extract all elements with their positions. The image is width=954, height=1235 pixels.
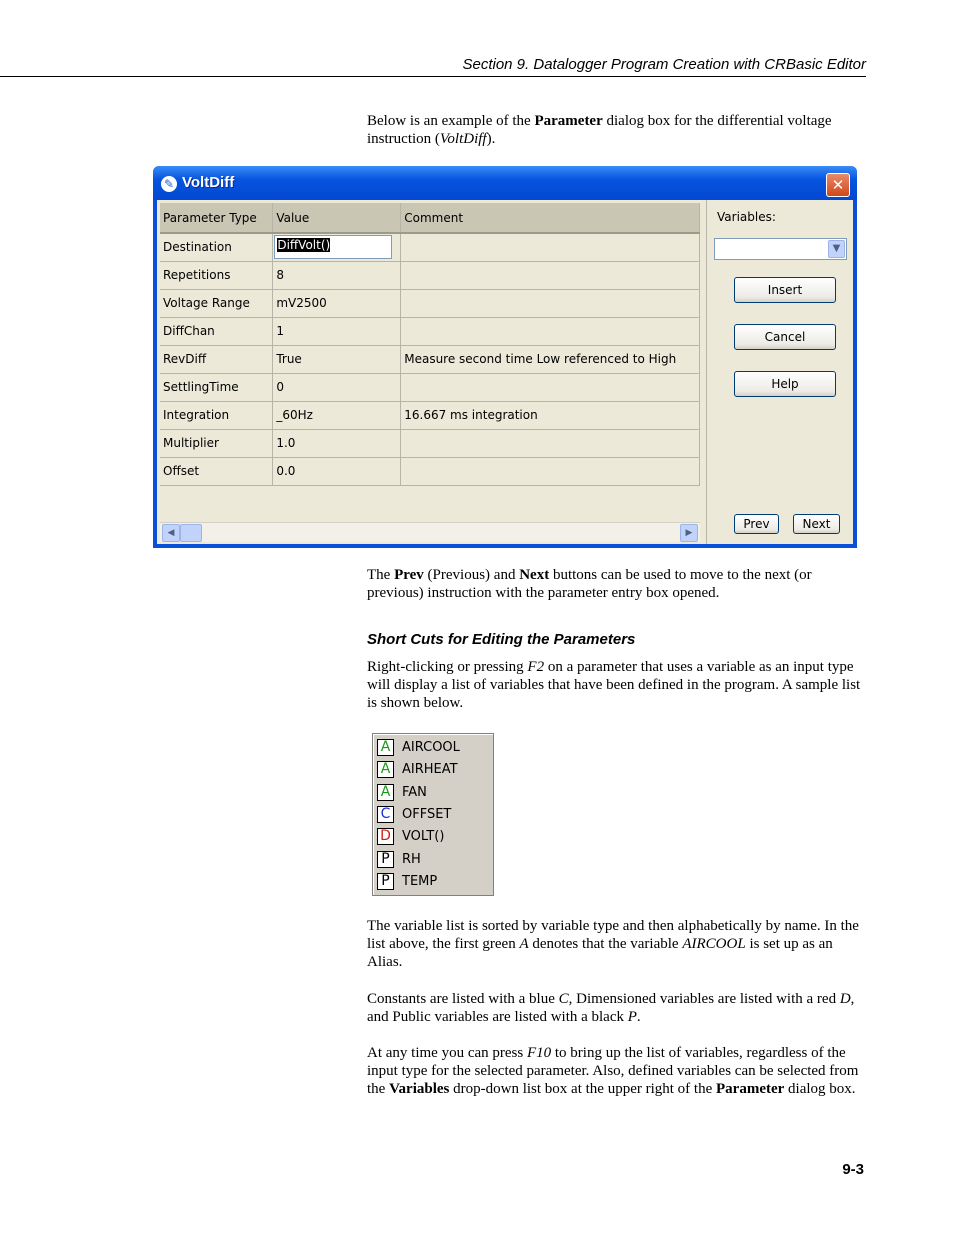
page-number: 9-3 [842, 1161, 864, 1178]
dialog-title: VoltDiff [182, 174, 235, 191]
comment-cell [401, 373, 700, 401]
value-cell[interactable]: 0 [273, 373, 401, 401]
selected-value-text: DiffVolt() [277, 238, 331, 253]
table-row[interactable] [160, 429, 700, 457]
f10-paragraph [367, 1044, 862, 1098]
text: dialog box. [784, 1081, 856, 1097]
list-item[interactable] [377, 783, 487, 803]
value-cell[interactable]: 8 [273, 261, 401, 289]
key-name: F2 [527, 659, 545, 675]
comment-cell [401, 457, 700, 485]
variable-type-icon: P [377, 851, 394, 868]
text: Below is an example of the [367, 113, 535, 129]
dialog-titlebar [153, 166, 857, 200]
close-button[interactable]: ✕ [826, 173, 850, 197]
parameter-type-cell: Destination [160, 233, 273, 261]
table-row[interactable] [160, 261, 700, 289]
insert-button[interactable]: Insert [734, 277, 836, 303]
comment-cell [401, 261, 700, 289]
section-title: Section 9. Datalogger Program Creation with CRBasic Editor [462, 56, 866, 73]
page-header [0, 54, 866, 77]
table-row[interactable] [160, 457, 700, 485]
value-edit-field[interactable] [274, 235, 392, 259]
text: to bring up the list of variables, regardless of the input type for the selected parameter. Also, defined variables can be selected from the [367, 1045, 859, 1097]
table-row[interactable] [160, 401, 700, 429]
text: The [367, 567, 395, 583]
list-item[interactable] [377, 805, 487, 825]
scroll-left-icon[interactable]: ◀ [162, 524, 180, 542]
italic-term: C [558, 991, 569, 1007]
bold-term: Next [519, 567, 550, 583]
parameter-dialog [153, 166, 857, 548]
value-cell[interactable] [273, 233, 401, 261]
rightclick-paragraph [367, 658, 862, 712]
bold-term: Prev [394, 567, 424, 583]
comment-cell [401, 233, 700, 261]
value-cell[interactable]: mV2500 [273, 289, 401, 317]
variable-name: VOLT() [402, 829, 445, 845]
parameter-type-cell: Offset [160, 457, 273, 485]
italic-term: P [627, 1009, 637, 1025]
italic-term: D [839, 991, 851, 1007]
text: , Dimensioned variables are listed with a red [568, 991, 840, 1007]
value-cell[interactable]: _60Hz [273, 401, 401, 429]
comment-cell: 16.667 ms integration [401, 401, 700, 429]
parameter-type-cell: RevDiff [160, 345, 273, 373]
app-icon: ✎ [161, 176, 177, 192]
variable-list-popup [372, 733, 494, 896]
help-button[interactable]: Help [734, 371, 836, 397]
scroll-thumb[interactable] [180, 524, 202, 542]
column-header-parameter-type[interactable]: Parameter Type [160, 203, 273, 233]
scroll-right-icon[interactable]: ▶ [680, 524, 698, 542]
text: The variable list is sorted by variable type and then alphabetically by name. In the list above, the first green [367, 918, 859, 952]
sorted-paragraph [367, 917, 862, 971]
comment-cell [401, 429, 700, 457]
list-item[interactable] [377, 760, 487, 780]
column-header-value[interactable]: Value [273, 203, 401, 233]
list-item[interactable] [377, 738, 487, 758]
table-row[interactable] [160, 317, 700, 345]
variable-type-icon: C [377, 806, 394, 823]
bold-term: Parameter [716, 1081, 785, 1097]
dialog-side-panel [706, 200, 854, 544]
variable-name: FAN [402, 784, 427, 800]
bold-term: Parameter [534, 113, 603, 129]
parameter-type-cell: SettlingTime [160, 373, 273, 401]
text: buttons can be used to move to the next (or previous) instruction with the parameter entry box opened. [367, 567, 812, 601]
parameter-type-cell: Multiplier [160, 429, 273, 457]
list-item[interactable] [377, 827, 487, 847]
text: At any time you can press [367, 1045, 527, 1061]
list-item[interactable] [377, 872, 487, 892]
parameter-grid [160, 203, 700, 522]
column-header-comment[interactable]: Comment [401, 203, 700, 233]
comment-cell [401, 317, 700, 345]
table-row[interactable] [160, 345, 700, 373]
parameter-type-cell: Integration [160, 401, 273, 429]
chevron-down-icon[interactable]: ▼ [828, 240, 845, 258]
key-name: F10 [526, 1045, 552, 1061]
comment-cell [401, 289, 700, 317]
variable-type-icon: A [377, 784, 394, 801]
variable-name: RH [402, 851, 421, 867]
variable-name: OFFSET [402, 806, 452, 822]
value-cell[interactable]: 1.0 [273, 429, 401, 457]
text: Constants are listed with a blue [367, 991, 559, 1007]
text: . [636, 1009, 641, 1025]
text: is set up as an Alias. [367, 936, 833, 970]
next-button[interactable]: Next [793, 514, 840, 534]
prev-button[interactable]: Prev [734, 514, 779, 534]
constants-paragraph [367, 990, 862, 1026]
italic-term: VoltDiff [439, 131, 487, 147]
variable-name: TEMP [402, 873, 438, 889]
text: Right-clicking or pressing [367, 659, 528, 675]
shortcuts-heading: Short Cuts for Editing the Parameters [367, 631, 636, 648]
value-cell[interactable]: 0.0 [273, 457, 401, 485]
dialog-client [157, 200, 853, 544]
variables-label: Variables: [717, 210, 776, 224]
variable-name: AIRCOOL [402, 740, 460, 755]
parameter-type-cell: Repetitions [160, 261, 273, 289]
text: drop-down list box at the upper right of the [449, 1081, 716, 1097]
variable-type-icon: A [377, 739, 394, 756]
table-row[interactable] [160, 233, 700, 261]
parameter-type-cell: Voltage Range [160, 289, 273, 317]
variable-type-icon: P [377, 873, 394, 890]
table-row[interactable] [160, 289, 700, 317]
list-item[interactable] [377, 850, 487, 870]
italic-term: AIRCOOL [682, 936, 746, 952]
comment-cell: Measure second time Low referenced to High [401, 345, 700, 373]
text: dialog box for the differential voltage instruction ( [367, 113, 832, 147]
italic-term: A [519, 936, 529, 952]
value-cell[interactable]: 1 [273, 317, 401, 345]
parameter-type-cell: DiffChan [160, 317, 273, 345]
text: ). [486, 131, 496, 147]
horizontal-scrollbar[interactable] [160, 522, 700, 542]
cancel-button[interactable]: Cancel [734, 324, 836, 350]
prev-next-paragraph [367, 566, 862, 602]
variable-type-icon: A [377, 761, 394, 778]
table-row[interactable] [160, 373, 700, 401]
variable-type-icon: D [377, 828, 394, 845]
text: (Previous) and [423, 567, 520, 583]
grid-header-row [160, 203, 700, 233]
bold-term: Variables [389, 1081, 450, 1097]
text: on a parameter that uses a variable as an input type will display a list of variables that have been defined in the program. A sample list is shown below. [367, 659, 861, 711]
intro-paragraph [367, 112, 862, 148]
text: denotes that the variable [528, 936, 683, 952]
variable-name: AIRHEAT [402, 762, 458, 778]
text: , and Public variables are listed with a black [367, 991, 855, 1025]
variables-dropdown[interactable] [714, 238, 847, 260]
value-cell[interactable]: True [273, 345, 401, 373]
